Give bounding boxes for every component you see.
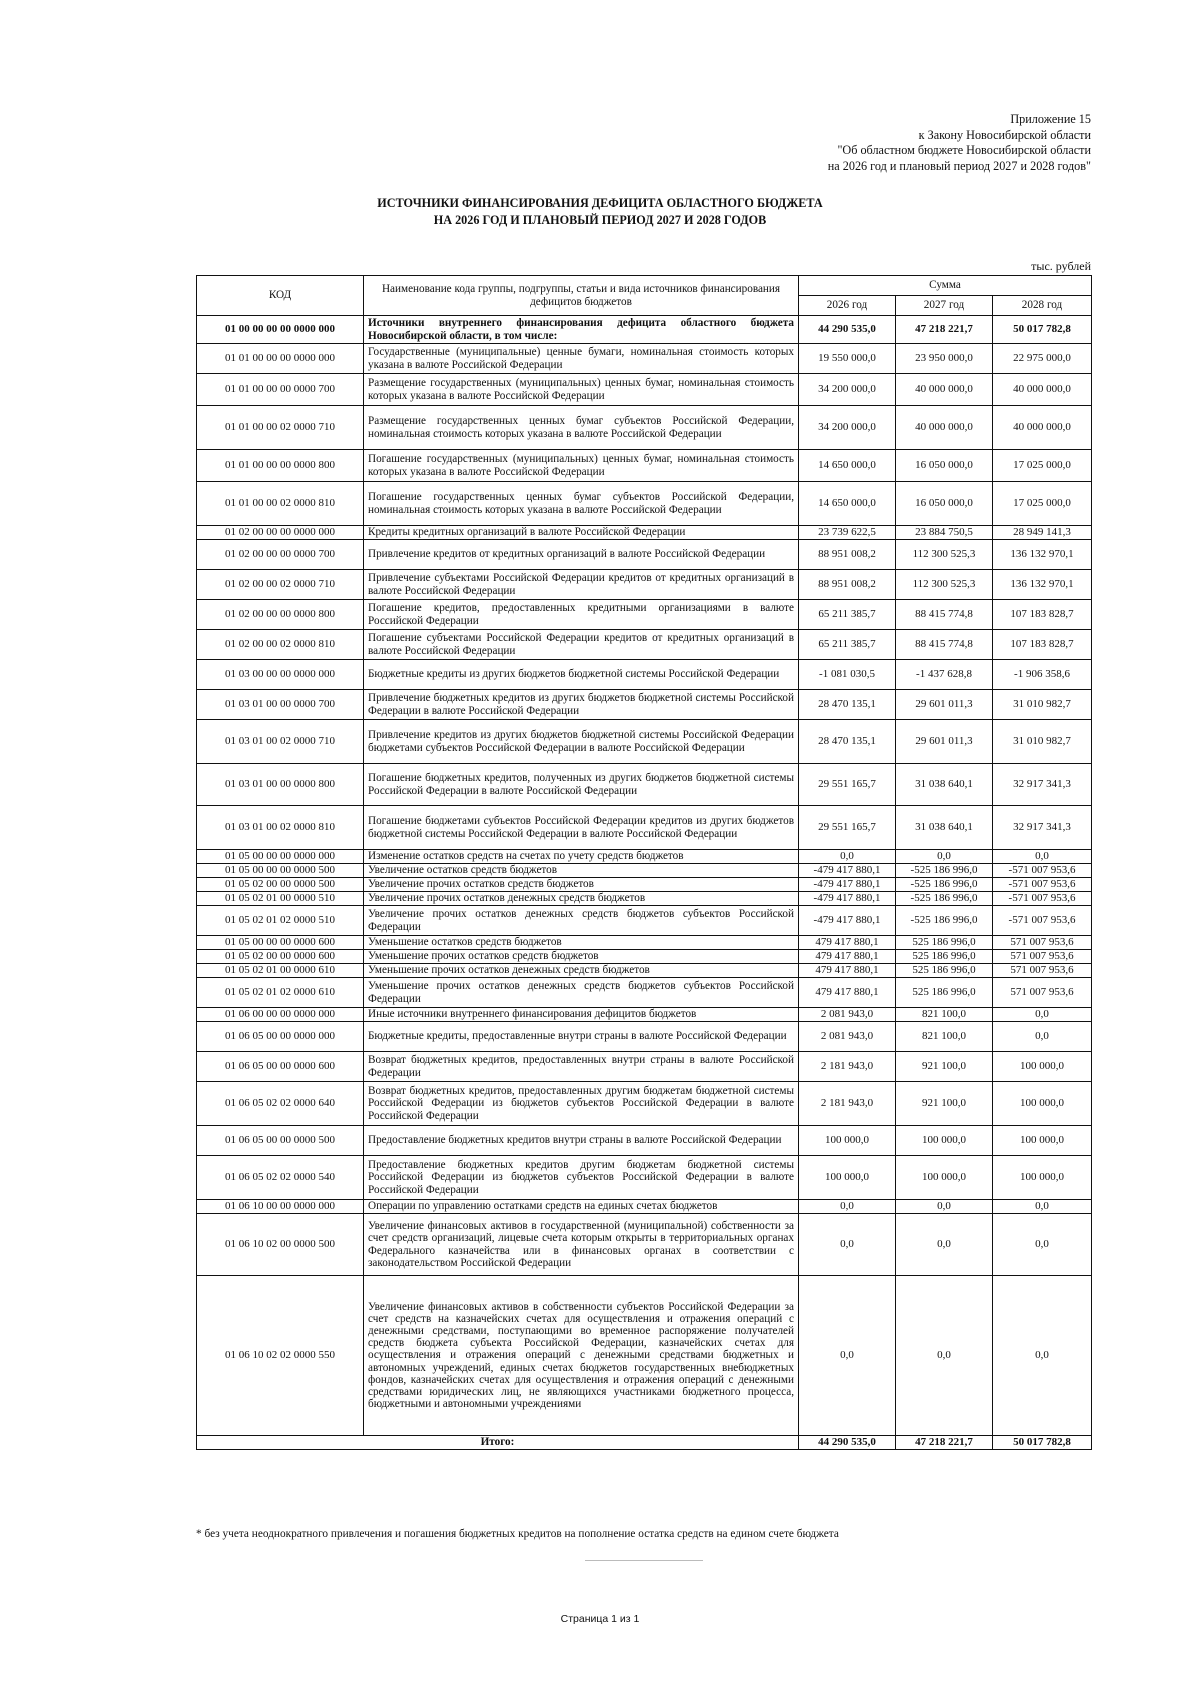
- header-year: 2026 год: [799, 296, 896, 316]
- cell-value-2028: 31 010 982,7: [993, 690, 1092, 720]
- cell-value-2028: 22 975 000,0: [993, 344, 1092, 374]
- cell-value-2027: 29 601 011,3: [896, 690, 993, 720]
- cell-name: Размещение государственных ценных бумаг субъектов Российской Федерации, номинальная стоимость которых указана в валюте Российской Федерации: [364, 406, 799, 450]
- cell-value-2026: 0,0: [799, 1214, 896, 1276]
- cell-value-2026: 479 417 880,1: [799, 978, 896, 1008]
- cell-value-2026: 2 081 943,0: [799, 1008, 896, 1022]
- table-row: [197, 864, 1092, 878]
- cell-value-2026: -479 417 880,1: [799, 878, 896, 892]
- cell-code: 01 06 05 02 02 0000 540: [197, 1156, 364, 1200]
- cell-value-2026: -479 417 880,1: [799, 864, 896, 878]
- cell-code: 01 01 00 00 00 0000 800: [197, 450, 364, 482]
- cell-value-2027: 921 100,0: [896, 1052, 993, 1082]
- cell-name: Предоставление бюджетных кредитов другим бюджетам бюджетной системы Российской Федерации из бюджетов субъектов Российской Федерации в валюте Российской Федерации: [364, 1156, 799, 1200]
- total-value-2026: 44 290 535,0: [799, 1436, 896, 1450]
- financing-sources-table: [196, 275, 1092, 1450]
- footnote: * без учета неоднократного привлечения и погашения бюджетных кредитов на пополнение остатка средств на едином счете бюджета: [196, 1528, 839, 1540]
- cell-code: 01 02 00 00 00 0000 700: [197, 540, 364, 570]
- cell-name: Государственные (муниципальные) ценные бумаги, номинальная стоимость которых указана в валюте Российской Федерации: [364, 344, 799, 374]
- total-value-2027: 47 218 221,7: [896, 1436, 993, 1450]
- cell-code: 01 01 00 00 02 0000 810: [197, 482, 364, 526]
- cell-value-2028: 40 000 000,0: [993, 406, 1092, 450]
- cell-value-2028: 17 025 000,0: [993, 450, 1092, 482]
- cell-value-2027: -525 186 996,0: [896, 892, 993, 906]
- cell-name: Возврат бюджетных кредитов, предоставленных внутри страны в валюте Российской Федерации: [364, 1052, 799, 1082]
- cell-value-2028: -571 007 953,6: [993, 906, 1092, 936]
- cell-value-2027: 47 218 221,7: [896, 316, 993, 344]
- cell-value-2026: 34 200 000,0: [799, 406, 896, 450]
- cell-value-2026: -1 081 030,5: [799, 660, 896, 690]
- cell-value-2027: 525 186 996,0: [896, 936, 993, 950]
- header-name: Наименование кода группы, подгруппы, статьи и вида источников финансирования дефицитов бюджетов: [364, 276, 799, 316]
- table-row: [197, 1156, 1092, 1200]
- cell-name: Размещение государственных (муниципальных) ценных бумаг, номинальная стоимость которых указана в валюте Российской Федерации: [364, 374, 799, 406]
- cell-name: Увеличение финансовых активов в государственной (муниципальной) собственности за счет средств организаций, лицевые счета которым открыты в территориальных органах Федерального казначейства или в финансовых органах в соответствии с законодательством Российской Федерации: [364, 1214, 799, 1276]
- cell-name: Привлечение субъектами Российской Федерации кредитов от кредитных организаций в валюте Российской Федерации: [364, 570, 799, 600]
- cell-value-2027: 31 038 640,1: [896, 806, 993, 850]
- cell-value-2028: -571 007 953,6: [993, 864, 1092, 878]
- cell-value-2028: 40 000 000,0: [993, 374, 1092, 406]
- table-row: [197, 764, 1092, 806]
- cell-value-2026: 88 951 008,2: [799, 570, 896, 600]
- cell-value-2028: 571 007 953,6: [993, 936, 1092, 950]
- table-row: [197, 1214, 1092, 1276]
- cell-value-2027: 16 050 000,0: [896, 450, 993, 482]
- divider-line: [585, 1560, 703, 1561]
- cell-name: Уменьшение прочих остатков денежных средств бюджетов: [364, 964, 799, 978]
- cell-value-2027: -525 186 996,0: [896, 864, 993, 878]
- cell-value-2027: 40 000 000,0: [896, 374, 993, 406]
- cell-value-2028: 32 917 341,3: [993, 764, 1092, 806]
- cell-code: 01 06 05 00 00 0000 600: [197, 1052, 364, 1082]
- total-value-2028: 50 017 782,8: [993, 1436, 1092, 1450]
- appendix-line: Приложение 15: [1010, 112, 1091, 126]
- header-code: КОД: [197, 276, 364, 316]
- table-row: [197, 660, 1092, 690]
- cell-code: 01 05 02 01 00 0000 610: [197, 964, 364, 978]
- title-line: НА 2026 ГОД И ПЛАНОВЫЙ ПЕРИОД 2027 И 2028 ГОДОВ: [433, 213, 767, 227]
- table-row: [197, 964, 1092, 978]
- cell-value-2028: 571 007 953,6: [993, 950, 1092, 964]
- cell-value-2026: 88 951 008,2: [799, 540, 896, 570]
- cell-name: Увеличение прочих остатков денежных средств бюджетов: [364, 892, 799, 906]
- cell-value-2026: 65 211 385,7: [799, 600, 896, 630]
- cell-value-2026: 28 470 135,1: [799, 720, 896, 764]
- cell-value-2026: 19 550 000,0: [799, 344, 896, 374]
- cell-value-2026: 44 290 535,0: [799, 316, 896, 344]
- table-row: [197, 1052, 1092, 1082]
- cell-value-2028: -1 906 358,6: [993, 660, 1092, 690]
- cell-value-2028: 28 949 141,3: [993, 526, 1092, 540]
- appendix-line: на 2026 год и плановый период 2027 и 2028 годов": [827, 158, 1091, 173]
- cell-code: 01 06 05 02 02 0000 640: [197, 1082, 364, 1126]
- cell-value-2026: -479 417 880,1: [799, 892, 896, 906]
- cell-value-2026: 479 417 880,1: [799, 950, 896, 964]
- table-row: [197, 850, 1092, 864]
- cell-value-2027: 112 300 525,3: [896, 570, 993, 600]
- cell-name: Уменьшение прочих остатков средств бюджетов: [364, 950, 799, 964]
- cell-value-2028: 17 025 000,0: [993, 482, 1092, 526]
- cell-code: 01 01 00 00 02 0000 710: [197, 406, 364, 450]
- table-row: [197, 570, 1092, 600]
- table-row: [197, 690, 1092, 720]
- cell-code: 01 05 02 00 00 0000 500: [197, 878, 364, 892]
- cell-name: Иные источники внутреннего финансирования дефицитов бюджетов: [364, 1008, 799, 1022]
- cell-code: 01 06 10 02 00 0000 500: [197, 1214, 364, 1276]
- cell-code: 01 01 00 00 00 0000 000: [197, 344, 364, 374]
- table-row: [197, 1008, 1092, 1022]
- cell-code: 01 01 00 00 00 0000 700: [197, 374, 364, 406]
- cell-value-2027: 100 000,0: [896, 1156, 993, 1200]
- cell-value-2026: 28 470 135,1: [799, 690, 896, 720]
- cell-value-2027: 0,0: [896, 850, 993, 864]
- cell-value-2028: 100 000,0: [993, 1052, 1092, 1082]
- cell-name: Увеличение остатков средств бюджетов: [364, 864, 799, 878]
- cell-value-2027: 0,0: [896, 1276, 993, 1436]
- cell-value-2028: 136 132 970,1: [993, 570, 1092, 600]
- cell-value-2028: 31 010 982,7: [993, 720, 1092, 764]
- cell-value-2027: 88 415 774,8: [896, 630, 993, 660]
- cell-value-2027: -1 437 628,8: [896, 660, 993, 690]
- table-row: [197, 906, 1092, 936]
- cell-value-2026: 0,0: [799, 1276, 896, 1436]
- table-row: [197, 540, 1092, 570]
- cell-value-2026: 479 417 880,1: [799, 964, 896, 978]
- cell-code: 01 06 05 00 00 0000 500: [197, 1126, 364, 1156]
- table-row: [197, 1200, 1092, 1214]
- cell-code: 01 06 00 00 00 0000 000: [197, 1008, 364, 1022]
- cell-value-2027: 31 038 640,1: [896, 764, 993, 806]
- cell-value-2028: -571 007 953,6: [993, 878, 1092, 892]
- cell-value-2028: 100 000,0: [993, 1082, 1092, 1126]
- cell-value-2026: 2 081 943,0: [799, 1022, 896, 1052]
- cell-value-2027: 29 601 011,3: [896, 720, 993, 764]
- cell-value-2027: 88 415 774,8: [896, 600, 993, 630]
- table-row: [197, 978, 1092, 1008]
- cell-name: Бюджетные кредиты, предоставленные внутри страны в валюте Российской Федерации: [364, 1022, 799, 1052]
- cell-value-2026: 100 000,0: [799, 1126, 896, 1156]
- table-row: [197, 878, 1092, 892]
- header-year: 2028 год: [993, 296, 1092, 316]
- cell-value-2027: 40 000 000,0: [896, 406, 993, 450]
- cell-code: 01 05 02 00 00 0000 600: [197, 950, 364, 964]
- cell-value-2026: 100 000,0: [799, 1156, 896, 1200]
- cell-value-2028: 100 000,0: [993, 1126, 1092, 1156]
- cell-value-2026: 34 200 000,0: [799, 374, 896, 406]
- cell-value-2026: 2 181 943,0: [799, 1052, 896, 1082]
- cell-value-2027: -525 186 996,0: [896, 906, 993, 936]
- cell-name: Увеличение финансовых активов в собственности субъектов Российской Федерации за счет средств на казначейских счетах для осуществления и отражения операций с денежными средствами, поступающими во временное распоряжение получателей средств бюджета субъекта Российской Федерации, казначейских счетах для осуществления и отражения операций с денежными средствами бюджетных и автономных учреждений, единых счетах бюджетов государственных внебюджетных фондов, казначейских счетах для осуществления и отражения операций с денежными средствами юридических лиц, не являющихся участниками бюджетного процесса, бюджетными и автономными учреждениями: [364, 1276, 799, 1436]
- total-row: [197, 1436, 1092, 1450]
- cell-name: Привлечение кредитов из других бюджетов бюджетной системы Российской Федерации бюджетами субъектов Российской Федерации в валюте Российской Федерации: [364, 720, 799, 764]
- cell-value-2027: 525 186 996,0: [896, 978, 993, 1008]
- cell-code: 01 05 02 01 02 0000 510: [197, 906, 364, 936]
- cell-value-2027: 100 000,0: [896, 1126, 993, 1156]
- total-label: Итого:: [197, 1436, 799, 1450]
- cell-code: 01 05 00 00 00 0000 000: [197, 850, 364, 864]
- cell-code: 01 02 00 00 00 0000 800: [197, 600, 364, 630]
- cell-value-2028: 136 132 970,1: [993, 540, 1092, 570]
- table-row: [197, 936, 1092, 950]
- cell-name: Погашение государственных (муниципальных) ценных бумаг, номинальная стоимость которых указана в валюте Российской Федерации: [364, 450, 799, 482]
- table-row: [197, 1082, 1092, 1126]
- page-number: Страница 1 из 1: [560, 1613, 640, 1625]
- cell-name: Изменение остатков средств на счетах по учету средств бюджетов: [364, 850, 799, 864]
- cell-value-2026: 0,0: [799, 1200, 896, 1214]
- cell-name: Погашение государственных ценных бумаг субъектов Российской Федерации, номинальная стоимость которых указана в валюте Российской Федерации: [364, 482, 799, 526]
- table-row: [197, 892, 1092, 906]
- cell-value-2028: 32 917 341,3: [993, 806, 1092, 850]
- table-row: [197, 1126, 1092, 1156]
- cell-code: 01 06 10 00 00 0000 000: [197, 1200, 364, 1214]
- cell-value-2026: 0,0: [799, 850, 896, 864]
- cell-value-2027: 0,0: [896, 1214, 993, 1276]
- cell-code: 01 06 05 00 00 0000 000: [197, 1022, 364, 1052]
- cell-value-2028: 0,0: [993, 1008, 1092, 1022]
- cell-code: 01 05 00 00 00 0000 500: [197, 864, 364, 878]
- cell-code: 01 00 00 00 00 0000 000: [197, 316, 364, 344]
- cell-code: 01 02 00 00 02 0000 710: [197, 570, 364, 600]
- cell-value-2027: 0,0: [896, 1200, 993, 1214]
- cell-name: Погашение субъектами Российской Федерации кредитов от кредитных организаций в валюте Российской Федерации: [364, 630, 799, 660]
- table-row: [197, 406, 1092, 450]
- document-title: [0, 195, 1200, 229]
- cell-value-2028: 571 007 953,6: [993, 964, 1092, 978]
- cell-code: 01 03 01 00 00 0000 700: [197, 690, 364, 720]
- header-sum: Сумма: [799, 276, 1092, 296]
- table-body: [197, 316, 1092, 1450]
- cell-value-2026: 65 211 385,7: [799, 630, 896, 660]
- cell-code: 01 02 00 00 00 0000 000: [197, 526, 364, 540]
- table-row: [197, 806, 1092, 850]
- units-label: тыс. рублей: [1031, 259, 1091, 273]
- cell-name: Уменьшение прочих остатков денежных средств бюджетов субъектов Российской Федерации: [364, 978, 799, 1008]
- cell-name: Погашение бюджетами субъектов Российской Федерации кредитов из других бюджетов бюджетной системы Российской Федерации в валюте Российской Федерации: [364, 806, 799, 850]
- cell-name: Уменьшение остатков средств бюджетов: [364, 936, 799, 950]
- table-row: [197, 950, 1092, 964]
- cell-code: 01 03 01 00 02 0000 710: [197, 720, 364, 764]
- appendix-line: "Об областном бюджете Новосибирской области: [837, 143, 1091, 157]
- cell-name: Увеличение прочих остатков денежных средств бюджетов субъектов Российской Федерации: [364, 906, 799, 936]
- cell-value-2027: 112 300 525,3: [896, 540, 993, 570]
- cell-value-2027: 821 100,0: [896, 1022, 993, 1052]
- header-year: 2027 год: [896, 296, 993, 316]
- table-row: [197, 630, 1092, 660]
- cell-value-2027: 821 100,0: [896, 1008, 993, 1022]
- cell-value-2028: 0,0: [993, 1276, 1092, 1436]
- cell-value-2026: 2 181 943,0: [799, 1082, 896, 1126]
- cell-name: Операции по управлению остатками средств на единых счетах бюджетов: [364, 1200, 799, 1214]
- cell-name: Бюджетные кредиты из других бюджетов бюджетной системы Российской Федерации: [364, 660, 799, 690]
- table-row: [197, 316, 1092, 344]
- cell-code: 01 02 00 00 02 0000 810: [197, 630, 364, 660]
- cell-name: Источники внутреннего финансирования дефицита областного бюджета Новосибирской области, в том числе:: [364, 316, 799, 344]
- cell-value-2028: 0,0: [993, 850, 1092, 864]
- cell-name: Погашение бюджетных кредитов, полученных из других бюджетов бюджетной системы Российской Федерации в валюте Российской Федерации: [364, 764, 799, 806]
- cell-value-2026: -479 417 880,1: [799, 906, 896, 936]
- table-row: [197, 600, 1092, 630]
- cell-name: Увеличение прочих остатков средств бюджетов: [364, 878, 799, 892]
- table-row: [197, 526, 1092, 540]
- cell-value-2026: 14 650 000,0: [799, 482, 896, 526]
- cell-value-2027: 23 950 000,0: [896, 344, 993, 374]
- table-row: [197, 450, 1092, 482]
- table-row: [197, 1022, 1092, 1052]
- cell-code: 01 05 02 01 02 0000 610: [197, 978, 364, 1008]
- cell-name: Привлечение кредитов от кредитных организаций в валюте Российской Федерации: [364, 540, 799, 570]
- table-row: [197, 344, 1092, 374]
- cell-value-2028: 100 000,0: [993, 1156, 1092, 1200]
- title-line: ИСТОЧНИКИ ФИНАНСИРОВАНИЯ ДЕФИЦИТА ОБЛАСТНОГО БЮДЖЕТА: [377, 196, 823, 210]
- table-row: [197, 374, 1092, 406]
- cell-name: Погашение кредитов, предоставленных кредитными организациями в валюте Российской Федерации: [364, 600, 799, 630]
- cell-value-2028: 571 007 953,6: [993, 978, 1092, 1008]
- table-row: [197, 1276, 1092, 1436]
- cell-name: Возврат бюджетных кредитов, предоставленных другим бюджетам бюджетной системы Российской Федерации из бюджетов субъектов Российской Федерации в валюте Российской Федерации: [364, 1082, 799, 1126]
- cell-code: 01 03 00 00 00 0000 000: [197, 660, 364, 690]
- appendix-line: к Закону Новосибирской области: [918, 127, 1091, 142]
- cell-code: 01 05 00 00 00 0000 600: [197, 936, 364, 950]
- cell-value-2028: 107 183 828,7: [993, 600, 1092, 630]
- cell-code: 01 03 01 00 02 0000 810: [197, 806, 364, 850]
- cell-value-2026: 23 739 622,5: [799, 526, 896, 540]
- cell-value-2028: 0,0: [993, 1200, 1092, 1214]
- cell-value-2027: 16 050 000,0: [896, 482, 993, 526]
- cell-code: 01 03 01 00 00 0000 800: [197, 764, 364, 806]
- cell-code: 01 05 02 01 00 0000 510: [197, 892, 364, 906]
- cell-value-2028: 0,0: [993, 1022, 1092, 1052]
- cell-value-2027: 525 186 996,0: [896, 964, 993, 978]
- cell-value-2028: 107 183 828,7: [993, 630, 1092, 660]
- table-row: [197, 720, 1092, 764]
- cell-value-2028: 50 017 782,8: [993, 316, 1092, 344]
- cell-name: Кредиты кредитных организаций в валюте Российской Федерации: [364, 526, 799, 540]
- cell-value-2026: 29 551 165,7: [799, 764, 896, 806]
- cell-name: Предоставление бюджетных кредитов внутри страны в валюте Российской Федерации: [364, 1126, 799, 1156]
- cell-name: Привлечение бюджетных кредитов из других бюджетов бюджетной системы Российской Федерации в валюте Российской Федерации: [364, 690, 799, 720]
- appendix-header: [828, 112, 1091, 174]
- cell-value-2028: -571 007 953,6: [993, 892, 1092, 906]
- table-row: [197, 482, 1092, 526]
- cell-value-2027: 23 884 750,5: [896, 526, 993, 540]
- cell-value-2027: -525 186 996,0: [896, 878, 993, 892]
- cell-value-2026: 479 417 880,1: [799, 936, 896, 950]
- cell-value-2026: 29 551 165,7: [799, 806, 896, 850]
- cell-value-2026: 14 650 000,0: [799, 450, 896, 482]
- cell-value-2027: 921 100,0: [896, 1082, 993, 1126]
- cell-value-2028: 0,0: [993, 1214, 1092, 1276]
- cell-value-2027: 525 186 996,0: [896, 950, 993, 964]
- cell-code: 01 06 10 02 02 0000 550: [197, 1276, 364, 1436]
